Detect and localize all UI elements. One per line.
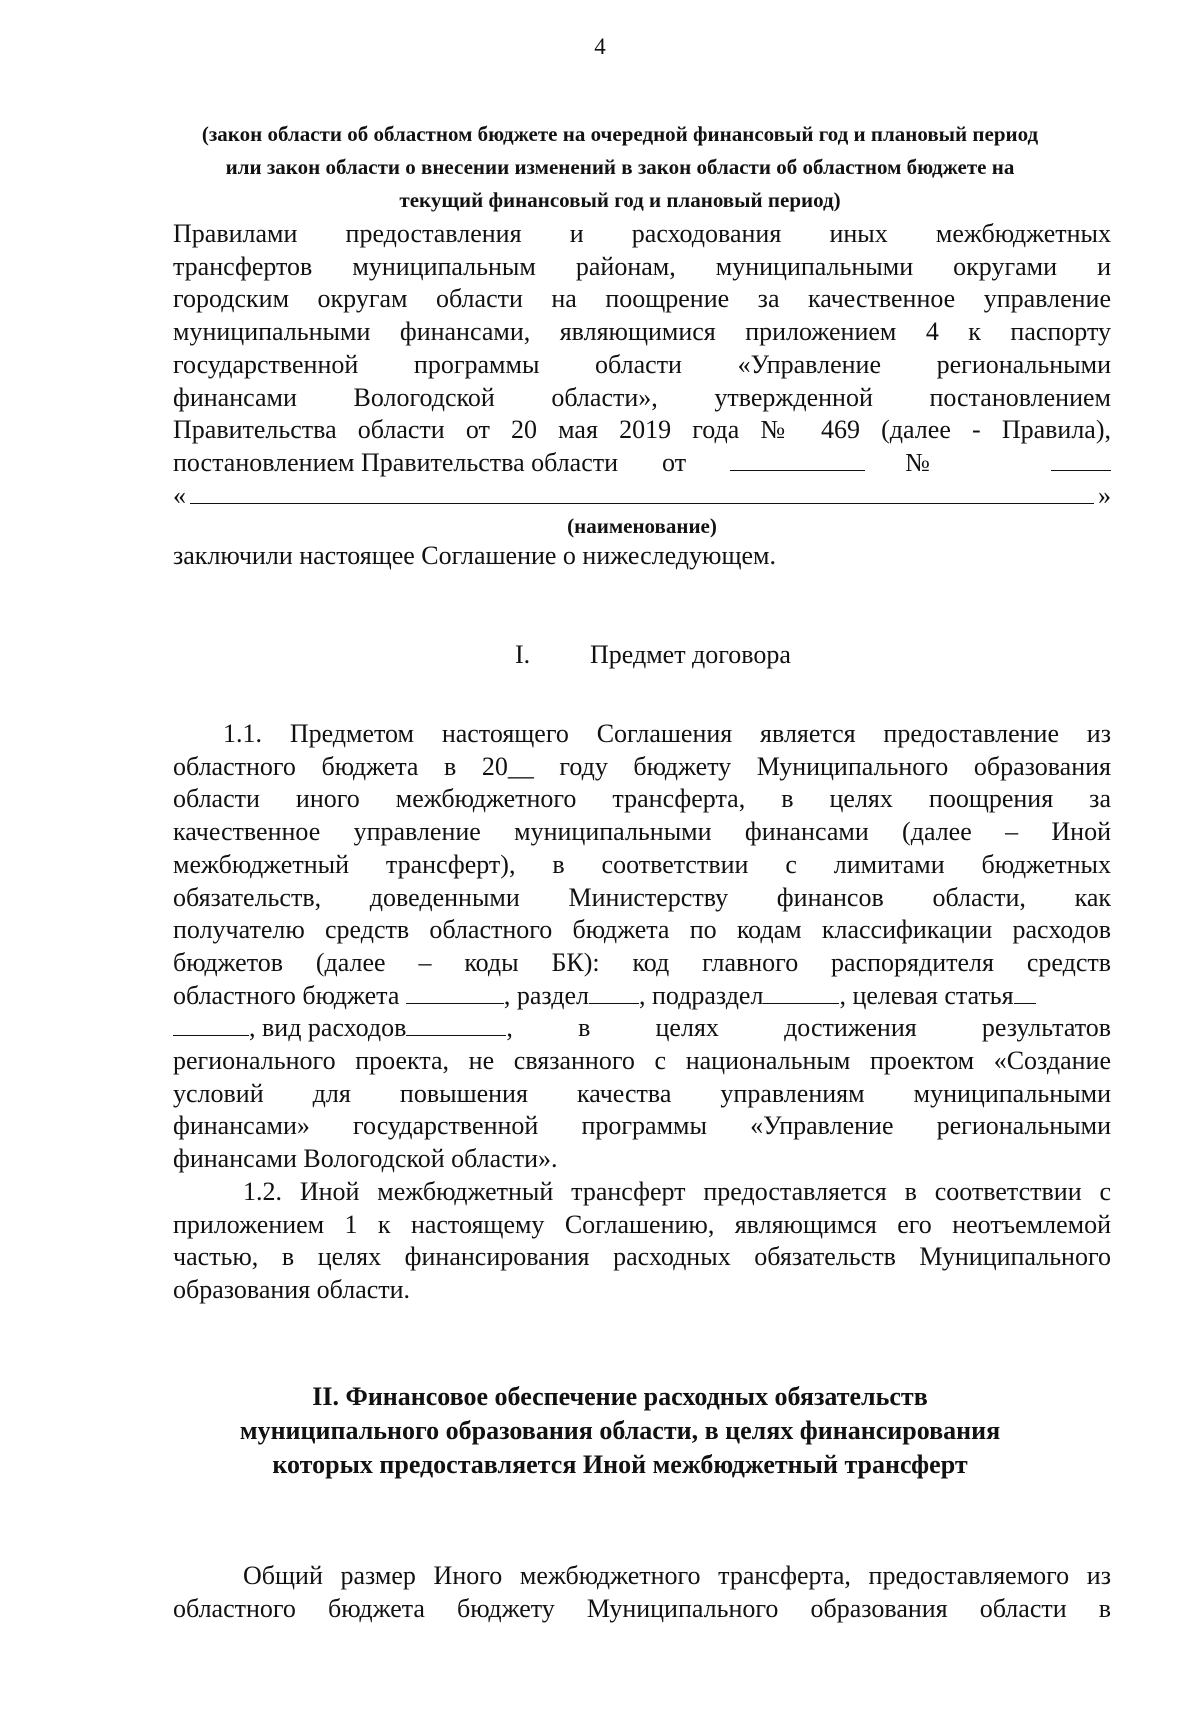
page-number: 4 — [594, 34, 606, 59]
intro-closing-line: заключили настоящее Соглашение о нижеследующем. — [173, 541, 776, 571]
top-note-line: (закон области об областном бюджете на очередной финансовый год и плановый период — [201, 122, 1039, 146]
paragraph-1-1-line: межбюджетный трансферт), в соответствии с лимитами бюджетных — [173, 849, 1111, 879]
paragraph-1-1-last-line: финансами Вологодской области». — [173, 1144, 558, 1174]
section-2-title-line: муниципального образования области, в целях финансирования — [239, 1416, 1001, 1445]
section-2-line: областного бюджета бюджету Муниципального образования области в — [173, 1593, 1111, 1623]
paragraph-1-1-line: качественное управление муниципальными финансами (далее – Иной — [173, 817, 1111, 847]
budget-codes-text: областного бюджета — [173, 980, 406, 1010]
intro-line: Правительства области от 20 мая 2019 года № 469 (далее - Правила), — [173, 415, 1111, 445]
section-2-title-line: которых предоставляется Иной межбюджетный трансферт — [272, 1450, 968, 1479]
budget-codes-line — [173, 980, 1111, 1013]
section-code-blank — [589, 983, 639, 1004]
section-1-number: I. — [515, 640, 531, 669]
top-note — [150, 118, 1090, 217]
paragraph-1-2-line: приложением 1 к настоящему Соглашению, являющимся его неотъемлемой — [173, 1209, 1111, 1239]
intro-line: финансами Вологодской области», утвержденной постановлением — [173, 382, 1111, 412]
quote-close: » — [1098, 480, 1111, 510]
paragraph-1-1-line: условий для повышения качества управлениям муниципальными — [173, 1078, 1111, 1108]
intro-line: трансфертов муниципальным районам, муниципальными округами и — [173, 251, 1111, 281]
section-2-body — [173, 1560, 1111, 1625]
section-2-line: Общий размер Иного межбюджетного трансферта, предоставляемого из — [243, 1561, 1111, 1590]
expense-type-label: , вид расходов — [249, 1013, 407, 1043]
date-blank-line — [730, 450, 865, 471]
from-label: от — [662, 447, 687, 477]
subsection-code-label: , подраздел — [638, 980, 764, 1010]
paragraph-1-1-line: финансами» государственной программы «Управление региональными — [173, 1111, 1111, 1141]
resolution-text: постановлением Правительства области — [173, 447, 619, 477]
paragraph-1-1-line: получателю средств областного бюджета по кодам классификации расходов — [173, 915, 1111, 945]
quote-open: « — [173, 480, 186, 510]
section-1-title: Предмет договора — [590, 640, 791, 669]
number-sign: № — [905, 447, 930, 477]
paragraph-1-1-line: бюджетов (далее – коды БК): код главного распорядителя средств — [173, 947, 1111, 977]
intro-paragraph — [173, 218, 1111, 573]
expense-type-blank — [406, 1015, 506, 1036]
subsection-code-blank — [763, 983, 839, 1004]
comma: , — [506, 1013, 513, 1043]
paragraph-1-1-line: 1.1. Предметом настоящего Соглашения является предоставление из — [223, 719, 1111, 748]
intro-line: государственной программы области «Управление региональными — [173, 349, 1111, 379]
word: в — [578, 1013, 591, 1043]
word: целях — [655, 1013, 719, 1043]
top-note-line: или закон области о внесении изменений в закон области об областном бюджете на — [225, 155, 1015, 179]
intro-line: городским округам области на поощрение за качественное управление — [173, 284, 1111, 314]
top-note-line: текущий финансовый год и плановый период) — [399, 188, 841, 212]
budget-code-blank — [406, 983, 504, 1004]
name-caption: (наименование) — [567, 514, 717, 539]
resolution-reference-line — [173, 447, 1111, 480]
section-2-title-line: II. Финансовое обеспечение расходных обязательств — [312, 1382, 928, 1411]
name-blank-line — [173, 480, 1111, 513]
number-blank-line — [1051, 450, 1111, 471]
target-item-blank — [1014, 983, 1036, 1004]
section-2-heading — [150, 1380, 1090, 1482]
intro-line: муниципальными финансами, являющимися приложением 4 к паспорту — [173, 317, 1111, 347]
target-item-blank-cont — [173, 1015, 249, 1036]
name-fill-line — [190, 481, 1094, 504]
section-code-label: , раздел — [503, 980, 589, 1010]
intro-line: Правилами предоставления и расходования иных межбюджетных — [173, 219, 1111, 248]
section-1-body — [173, 718, 1111, 1307]
paragraph-1-1-line: области иного межбюджетного трансферта, в целях поощрения за — [173, 784, 1111, 814]
paragraph-1-1-line: регионального проекта, не связанного с национальным проектом «Создание — [173, 1046, 1111, 1076]
paragraph-1-1-line: обязательств, доведенными Министерству финансов области, как — [173, 882, 1111, 912]
paragraph-1-2-last-line: образования области. — [173, 1274, 411, 1304]
target-item-label: , целевая статья — [839, 980, 1014, 1010]
expense-type-line — [173, 1012, 1111, 1045]
word: достижения — [784, 1013, 917, 1043]
word: результатов — [981, 1013, 1111, 1043]
paragraph-1-2-line: 1.2. Иной межбюджетный трансферт предоставляется в соответствии с — [243, 1176, 1111, 1206]
paragraph-1-1-line: областного бюджета в 20__ году бюджету Муниципального образования — [173, 751, 1111, 781]
paragraph-1-2-line: частью, в целях финансирования расходных обязательств Муниципального — [173, 1242, 1111, 1272]
